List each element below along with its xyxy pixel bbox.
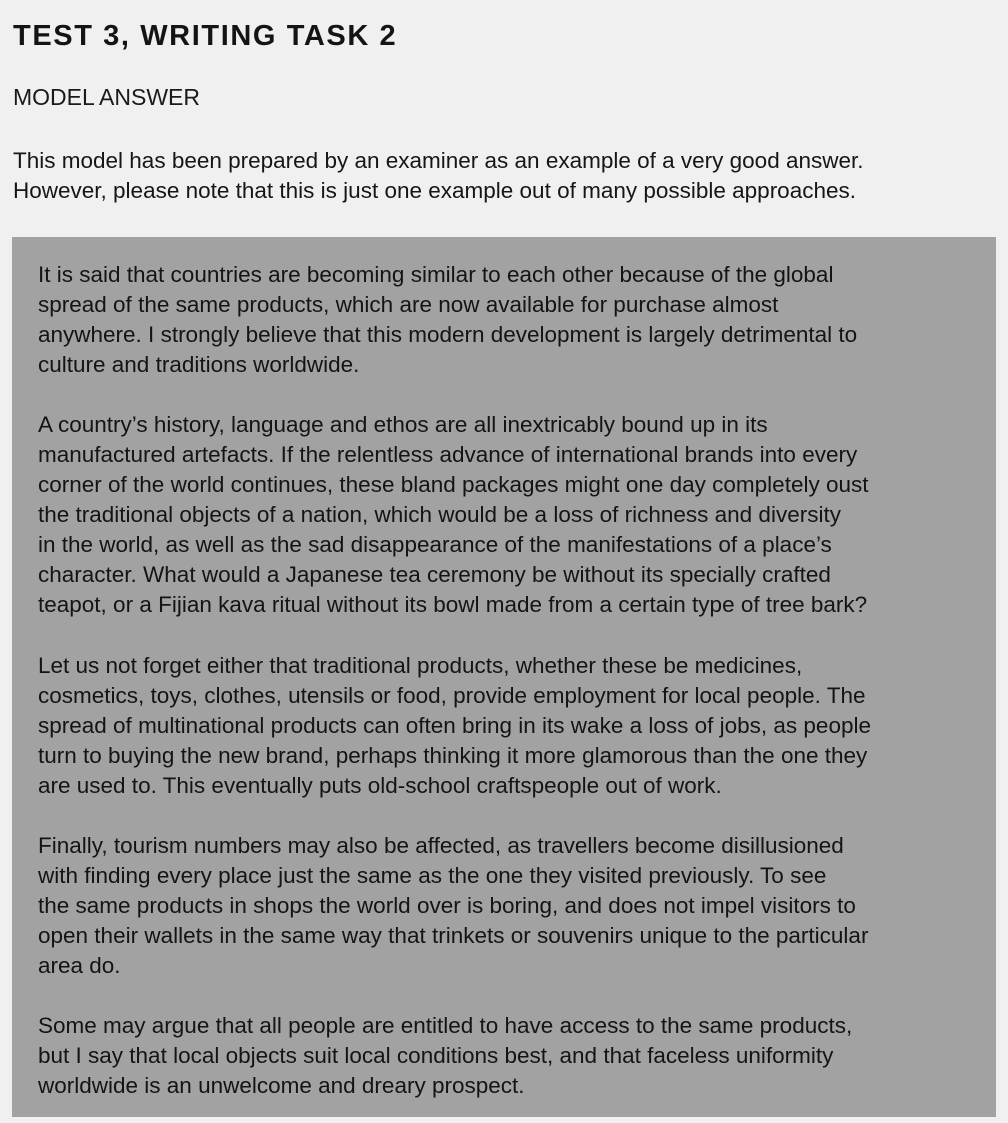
answer-line: with finding every place just the same as the one they visited previously. To see: [38, 863, 827, 888]
answer-line: character. What would a Japanese tea ceremony be without its specially crafted: [38, 562, 831, 587]
model-answer-box: [12, 237, 996, 1117]
answer-paragraph-3: [38, 651, 871, 801]
answer-paragraph-4: [38, 831, 868, 981]
answer-line: but I say that local objects suit local conditions best, and that faceless uniformity: [38, 1043, 834, 1068]
answer-line: corner of the world continues, these bland packages might one day completely oust: [38, 472, 869, 497]
answer-line: spread of multinational products can often bring in its wake a loss of jobs, as people: [38, 713, 871, 738]
answer-line: worldwide is an unwelcome and dreary prospect.: [38, 1073, 525, 1098]
answer-line: Some may argue that all people are entitled to have access to the same products,: [38, 1013, 853, 1038]
answer-line: open their wallets in the same way that trinkets or souvenirs unique to the particular: [38, 923, 869, 948]
answer-line: anywhere. I strongly believe that this modern development is largely detrimental to: [38, 322, 858, 347]
intro-line: This model has been prepared by an examiner as an example of a very good answer.: [13, 148, 864, 173]
answer-paragraph-2: [38, 410, 869, 620]
answer-line: are used to. This eventually puts old-school craftspeople out of work.: [38, 773, 722, 798]
answer-line: teapot, or a Fijian kava ritual without its bowl made from a certain type of tree bark?: [38, 592, 868, 617]
answer-line: Finally, tourism numbers may also be affected, as travellers become disillusioned: [38, 833, 844, 858]
answer-line: turn to buying the new brand, perhaps thinking it more glamorous than the one they: [38, 743, 868, 768]
answer-line: area do.: [38, 953, 121, 978]
answer-line: in the world, as well as the sad disappearance of the manifestations of a place’s: [38, 532, 832, 557]
intro-note: [13, 146, 1008, 206]
page-title: TEST 3, WRITING TASK 2: [13, 20, 398, 52]
answer-line: the traditional objects of a nation, which would be a loss of richness and diversity: [38, 502, 841, 527]
answer-line: spread of the same products, which are now available for purchase almost: [38, 292, 779, 317]
answer-line: culture and traditions worldwide.: [38, 352, 360, 377]
answer-line: the same products in shops the world over is boring, and does not impel visitors to: [38, 893, 856, 918]
answer-line: Let us not forget either that traditional products, whether these be medicines,: [38, 653, 803, 678]
answer-line: manufactured artefacts. If the relentless advance of international brands into every: [38, 442, 858, 467]
answer-line: A country’s history, language and ethos are all inextricably bound up in its: [38, 412, 768, 437]
answer-line: It is said that countries are becoming similar to each other because of the global: [38, 262, 834, 287]
answer-paragraph-1: [38, 260, 857, 380]
answer-paragraph-5: [38, 1011, 852, 1101]
intro-line: However, please note that this is just one example out of many possible approaches.: [13, 178, 856, 203]
answer-line: cosmetics, toys, clothes, utensils or food, provide employment for local people. The: [38, 683, 866, 708]
page-subtitle: MODEL ANSWER: [13, 84, 201, 110]
